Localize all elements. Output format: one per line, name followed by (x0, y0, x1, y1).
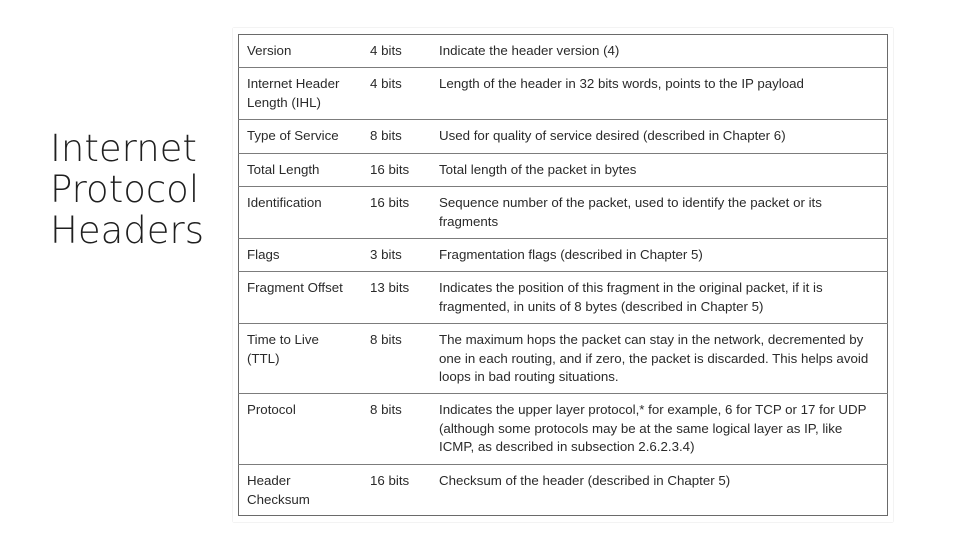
field-size-cell: 8 bits (362, 324, 431, 394)
field-size-cell: 13 bits (362, 272, 431, 324)
table-row (239, 272, 888, 324)
field-name-cell: Time to Live (TTL) (239, 324, 363, 394)
table-row (239, 154, 888, 187)
field-size-cell: 16 bits (362, 465, 431, 516)
field-name-cell: Protocol (239, 394, 363, 465)
field-name-cell: Fragment Offset (239, 272, 363, 324)
field-description-cell: Sequence number of the packet, used to identify the packet or its fragments (431, 187, 888, 239)
field-description-cell: Indicate the header version (4) (431, 35, 888, 68)
ip-header-table (238, 34, 888, 516)
field-description-cell: The maximum hops the packet can stay in the network, decremented by one in each routing, and if zero, the packet is discarded. This helps avoid loops in bad routing situations. (431, 324, 888, 394)
field-description-cell: Checksum of the header (described in Chapter 5) (431, 465, 888, 516)
field-description-cell: Indicates the upper layer protocol,* for example, 6 for TCP or 17 for UDP (although some protocols may be at the same logical layer as IP, like ICMP, as described in subsection 2.6.2.3.4) (431, 394, 888, 465)
title-line: Internet (50, 127, 197, 170)
table-row (239, 120, 888, 154)
table-row (239, 35, 888, 68)
table-row (239, 394, 888, 465)
field-name-cell: Type of Service (239, 120, 363, 154)
field-description-cell: Fragmentation flags (described in Chapter 5) (431, 239, 888, 272)
table-row (239, 187, 888, 239)
field-size-cell: 4 bits (362, 35, 431, 68)
field-description-cell: Total length of the packet in bytes (431, 154, 888, 187)
field-name-cell: Total Length (239, 154, 363, 187)
field-name-cell: Header Checksum (239, 465, 363, 516)
field-name-cell: Identification (239, 187, 363, 239)
field-name-cell: Internet Header Length (IHL) (239, 68, 363, 120)
field-name-cell: Flags (239, 239, 363, 272)
field-description-cell: Used for quality of service desired (described in Chapter 6) (431, 120, 888, 154)
table-row (239, 465, 888, 516)
slide-title (50, 128, 230, 251)
title-line: Headers (50, 209, 204, 252)
title-line: Protocol (50, 168, 200, 211)
field-name-cell: Version (239, 35, 363, 68)
field-size-cell: 8 bits (362, 394, 431, 465)
field-description-cell: Indicates the position of this fragment in the original packet, if it is fragmented, in units of 8 bytes (described in Chapter 5) (431, 272, 888, 324)
field-size-cell: 16 bits (362, 187, 431, 239)
table-row (239, 239, 888, 272)
field-size-cell: 16 bits (362, 154, 431, 187)
field-size-cell: 4 bits (362, 68, 431, 120)
field-size-cell: 8 bits (362, 120, 431, 154)
field-size-cell: 3 bits (362, 239, 431, 272)
ip-header-table-image (233, 28, 893, 522)
field-description-cell: Length of the header in 32 bits words, points to the IP payload (431, 68, 888, 120)
table-row (239, 68, 888, 120)
table-row (239, 324, 888, 394)
